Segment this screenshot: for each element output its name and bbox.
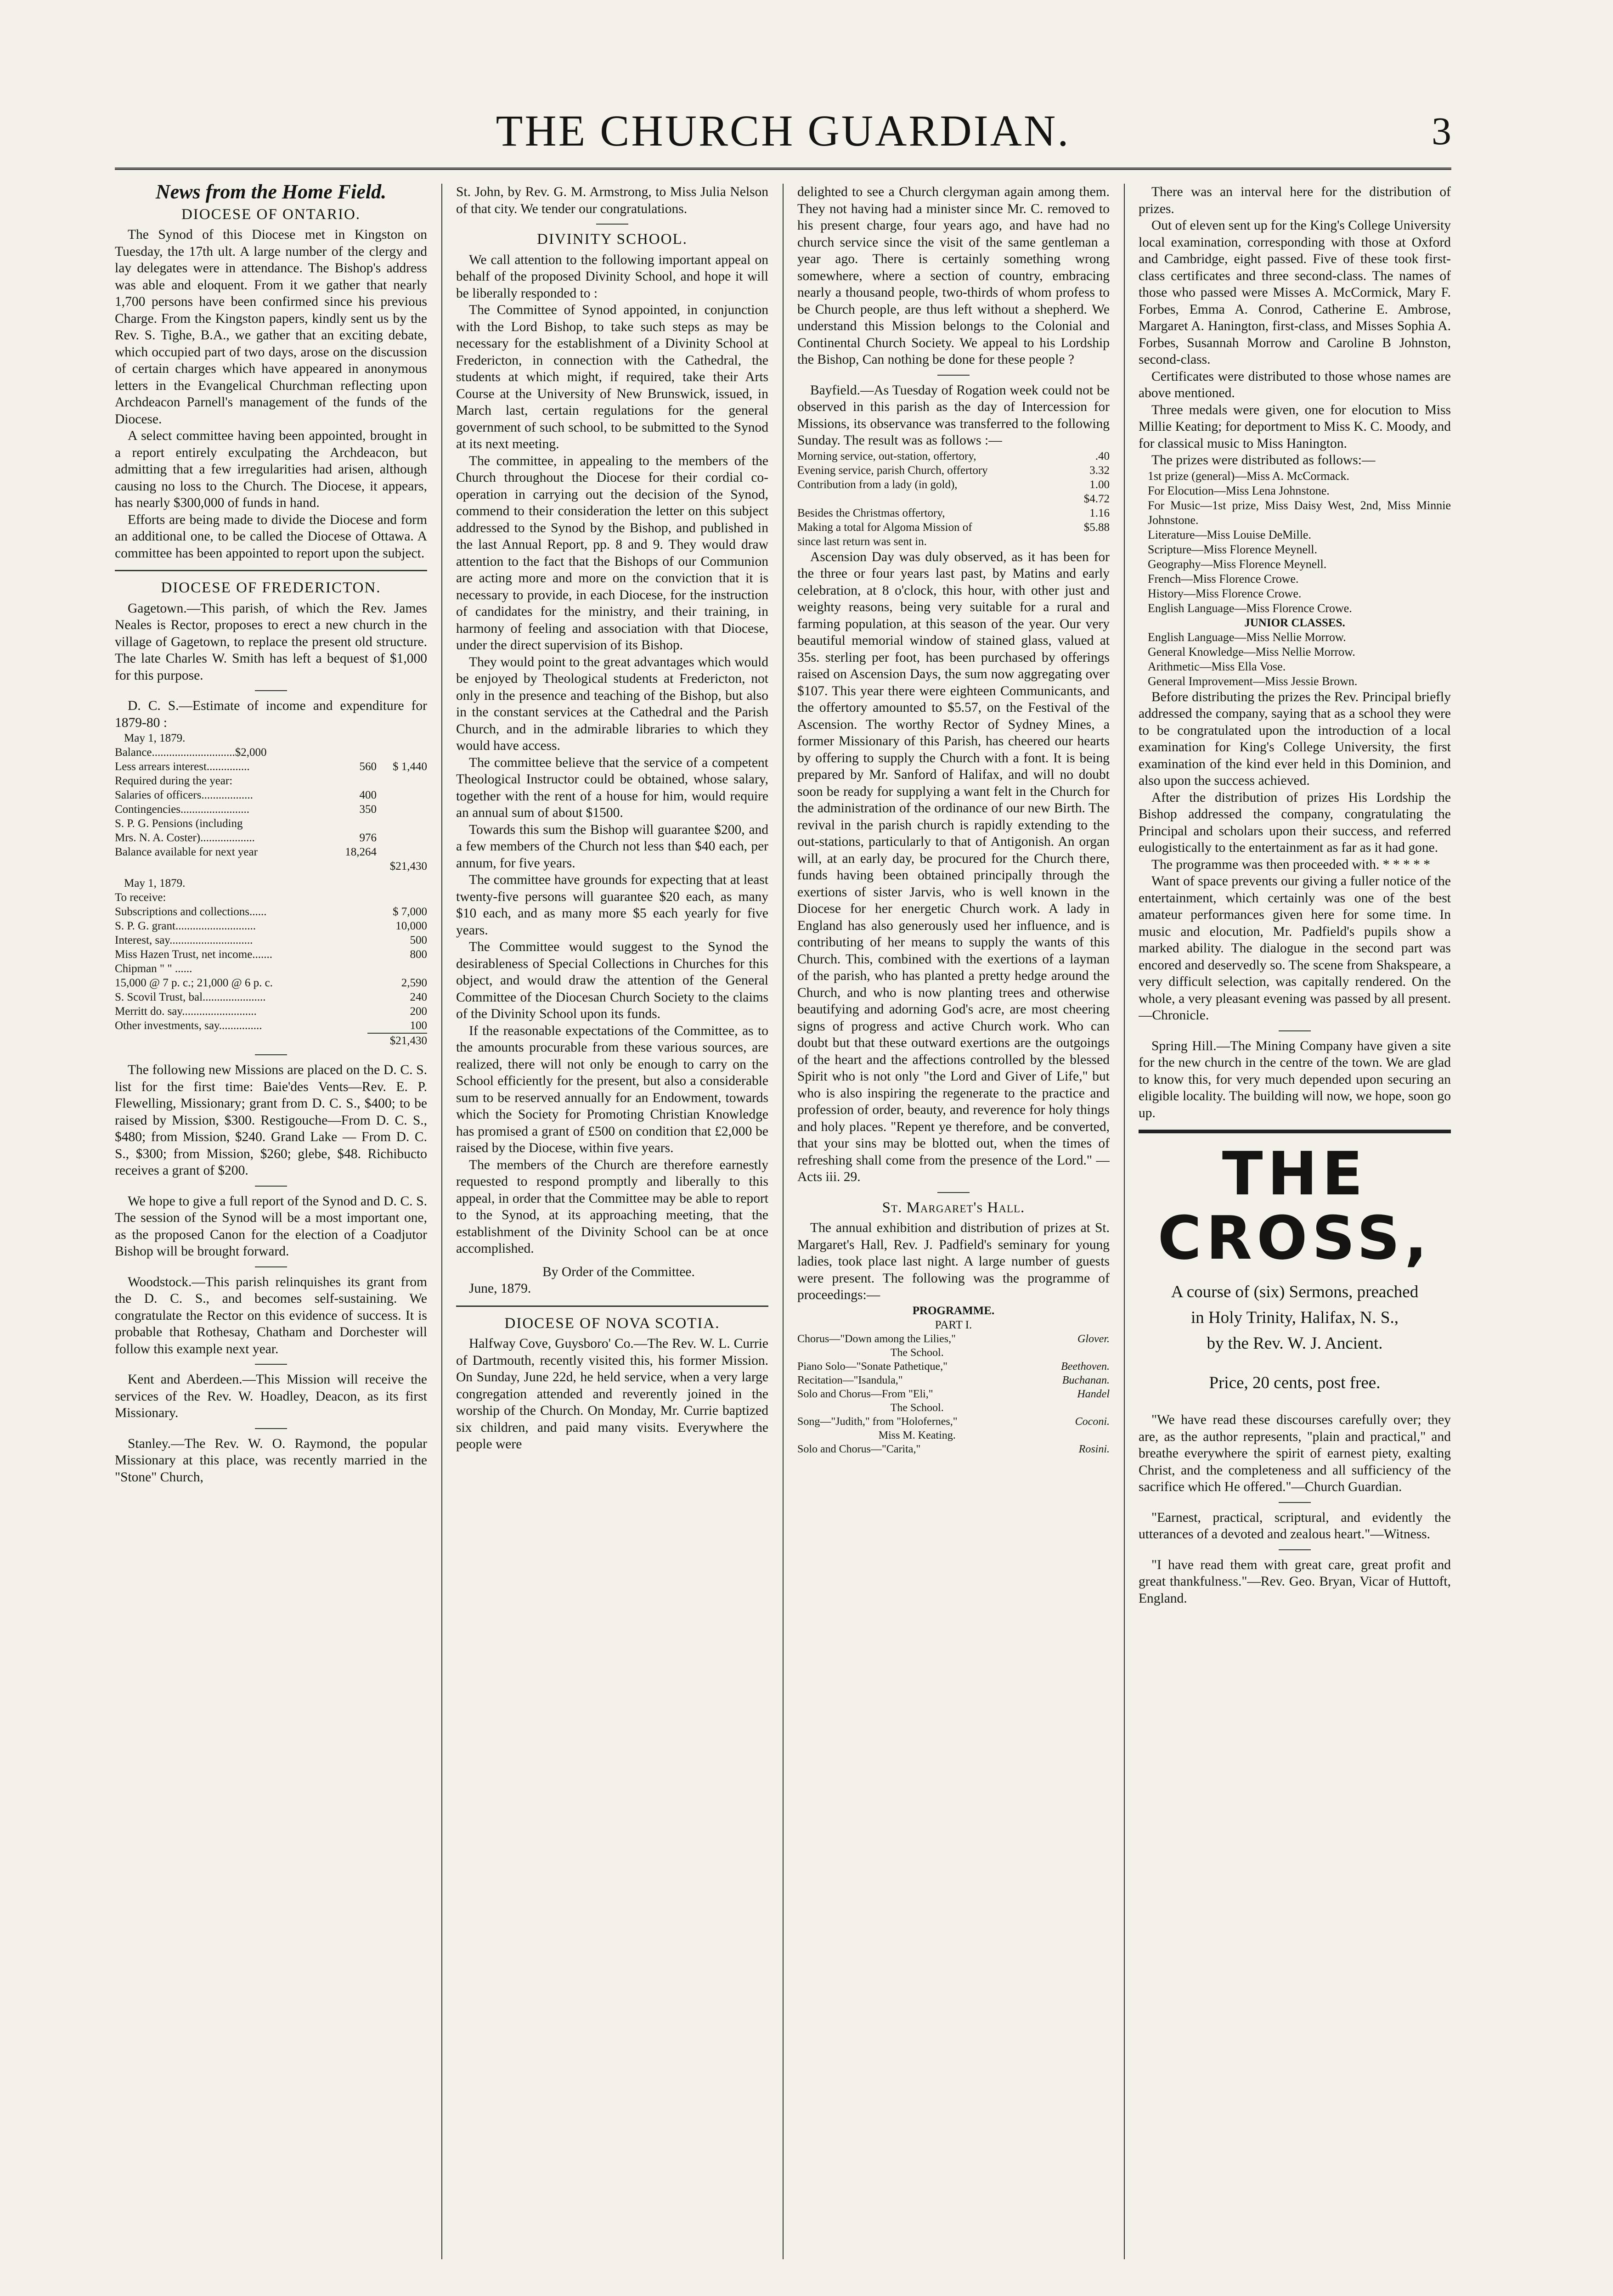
row-label: Contingencies........................ <box>115 803 250 816</box>
row-label: Salaries of officers.................. <box>115 789 253 801</box>
advertisement <box>1139 1139 1451 1607</box>
prize-item: English Language—Miss Florence Crowe. <box>1148 601 1352 615</box>
row-total <box>377 774 427 788</box>
programme-piece: Solo and Chorus—From "Eli," <box>797 1388 933 1400</box>
programme-item <box>797 1332 1110 1346</box>
account-date: May 1, 1879. <box>124 732 186 744</box>
row-label: Less arrears interest............... <box>115 760 250 773</box>
divider <box>1139 1130 1451 1133</box>
column-2 <box>456 184 768 2259</box>
table-row <box>115 1004 427 1019</box>
column-divider <box>783 184 784 2259</box>
continued-paragraph: delighted to see a Church clergyman again among them. They not having had a minister since Mr. C. removed to his present charge, four years ago, and have had no church service since the visit of the same gentleman a year ago. There is certainly something wrong somewhere, where a section of country, embracing nearly a thousand people, two-thirds of whom profess to be Church people, are thus left without a shepherd. We understand this Mission belongs to the Colonial and Continental Church Society. We appeal to his Lordship the Bishop, Can nothing be done for these people ? <box>797 185 1110 367</box>
row-label <box>797 492 1055 506</box>
receive-label: To receive: <box>115 891 166 904</box>
divider <box>1279 1030 1311 1031</box>
row-total <box>377 816 427 831</box>
programme-composer <box>1037 1346 1110 1360</box>
row-total <box>377 788 427 802</box>
row-amount: $5.88 <box>1083 521 1110 534</box>
ad-quote: "Earnest, practical, scriptural, and evidently the utterances of a devoted and zealous heart."—Witness. <box>1139 1510 1451 1542</box>
prize-item: General Improvement—Miss Jessie Brown. <box>1148 674 1358 688</box>
programme-composer: Handel <box>1077 1388 1110 1400</box>
prize-item: General Knowledge—Miss Nellie Morrow. <box>1148 645 1355 658</box>
programme-item <box>797 1442 1110 1456</box>
programme-composer: Beethoven. <box>1061 1360 1110 1373</box>
programme-piece: Solo and Chorus—"Carita," <box>797 1443 921 1455</box>
ascension-paragraph: Ascension Day was duly observed, as it has been for the three or four years last past, by Matins and early celebration, at 8 o'clock, this hour, with other just and weighty reasons, being very suitable for a rural and farming population, at this season of the year. Our very beautiful memorial window of stained glass, valued at 35s. sterling per foot, has been purchased by offerings raised on Ascension Days, the sum now aggregating over $107. This year there were eighteen Communicants, and the offertory amounted to $5.57, on the Festival of the Ascension. The worthy Rector of Sydney Mines, a former Missionary of this Parish, has cheered our hearts by offering to supply the Church with a font. It is being prepared by Mr. Sanford of Halifax, and will no doubt soon be ready for supplying a want felt in the Church for the administration of the ordinance of our new Birth. The revival in the parish church is rapidly extending to the out-stations, particularly to that of Antigonish. An organ will, at an early day, be procured for the Church there, funds having been obtained principally through the exertions of sister Jarvis, who is well known in the Diocese for her energetic Church work. A lady in England has also generously used her influence, and is contributing of her means to supply the wants of this Church. This, combined with the exertions of a layman of the parish, who has planted a pretty hedge around the Church, and who is now planting trees and otherwise beautifying and adorning God's acre, are most cheering signs of progress and active Church work. Who can doubt but that these outward exertions are the outgoings of the heart and the affections controlled by the blessed Spirit who is not only "the Lord and Giver of Life," but who is also inspiring the regenerate to the practice and profession of order, beauty, and reverence for holy things and holy places. "Repent ye therefore, and be converted, that your sins may be blotted out, when the times of refreshing shall come from the presence of the Lord." — Acts iii. 29. <box>797 549 1110 1184</box>
row-amount: .40 <box>1095 450 1110 462</box>
row-amount: $ 7,000 <box>393 906 427 918</box>
divinity-paragraph: The committee have grounds for expecting that at least twenty-five persons will guarantee $20 each, as many $10 each, and as many more $5 each yearly for five years. <box>456 872 768 938</box>
table-row <box>115 947 427 962</box>
row-amount: 560 <box>359 760 377 773</box>
column-divider <box>1124 184 1125 2259</box>
prize-item: French—Miss Florence Crowe. <box>1148 572 1299 585</box>
offertory-table <box>797 449 1110 549</box>
programme-piece: Chorus—"Down among the Lilies," <box>797 1333 956 1345</box>
row-label: since last return was sent in. <box>797 535 927 548</box>
row-label: Evening service, parish Church, offertory <box>797 464 988 477</box>
divinity-paragraph: The Committee of Synod appointed, in conjunction with the Lord Bishop, to take such steps as may be necessary for the establishment of a Divinity School at Fredericton, in connection with the Cathedral, the students at which might, if required, take their Arts Course at the University of New Brunswick, issued, in March last, certain regulations for the general government of such school, to be submitted to the Synod at its next meeting. <box>456 303 768 451</box>
income-table <box>115 905 427 1033</box>
column-1 <box>115 184 427 2259</box>
st-margaret-continued: Want of space prevents our giving a fuller notice of the entertainment, which certainly was one of the best amateur performances given here for some time. In music and elocution, Mr. Padfield's pupils show a marked ability. The dialogue in the second part was encored and deservedly so. The scene from Shakspeare, a very difficult selection, was capitally rendered. On the whole, a very pleasant evening was passed by all present.—Chronicle. <box>1139 874 1451 1023</box>
table-row <box>115 816 427 831</box>
st-margaret-continued: There was an interval here for the distribution of prizes. <box>1139 185 1451 216</box>
row-label: Contribution from a lady (in gold), <box>797 478 958 491</box>
woodstock-paragraph: Woodstock.—This parish relinquishes its grant from the D. C. S., and becomes self-sustaining. We congratulate the Rector on this evidence of success. It is probable that Rothesay, Chatham and Dorchester will follow this example next year. <box>115 1274 427 1356</box>
halfway-cove-paragraph: Halfway Cove, Guysboro' Co.—The Rev. W. L. Currie of Dartmouth, recently visited this, his former Mission. On Sunday, June 22d, he held service, when a very large congregation attended and reverently joined in the worship of the Church. On Monday, Mr. Currie baptized six children, and paid many visits. Everywhere the people were <box>456 1336 768 1452</box>
divider <box>1279 1549 1311 1550</box>
divinity-paragraph: We call attention to the following important appeal on behalf of the proposed Divinity School, and hope it will be liberally responded to : <box>456 252 768 301</box>
row-amount <box>321 745 377 760</box>
programme-composer: Buchanan. <box>1062 1374 1110 1386</box>
newspaper-title: THE CHURCH GUARDIAN. <box>496 106 1071 155</box>
programme-item <box>797 1373 1110 1387</box>
row-amount <box>372 962 427 976</box>
ontario-paragraph: The Synod of this Diocese met in Kingston on Tuesday, the 17th ult. A large number of the clergy and lay delegates were in attendance. The Bishop's address was able and eloquent. From it we gather that nearly 1,700 persons have been confirmed since his previous Charge. From the Kingston papers, kindly sent us by the Rev. S. Tighe, B.A., we gather that an exciting debate, which occupied part of two days, arose on the discussion of certain charges which have appeared in anonymous letters in the Evangelical Churchman reflecting upon Archdeacon Parnell's management of the funds of the Diocese. <box>115 227 427 427</box>
divider <box>1279 1502 1311 1503</box>
row-label: Other investments, say............... <box>115 1019 262 1032</box>
row-total: $ 1,440 <box>393 760 427 773</box>
page-number: 3 <box>1432 109 1451 153</box>
row-amount: 2,590 <box>401 977 427 989</box>
divider <box>255 1428 287 1429</box>
table-row <box>797 535 1110 549</box>
st-margaret-paragraph: The annual exhibition and distribution of prizes at St. Margaret's Hall, Rev. J. Padfield's seminary for young ladies, took place last night. A large number of guests were present. The following was the programme of proceedings:— <box>797 1221 1110 1302</box>
prize-item: History—Miss Florence Crowe. <box>1148 586 1302 600</box>
row-amount: 1.00 <box>1089 478 1110 491</box>
programme-item <box>797 1387 1110 1401</box>
section-header: News from the Home Field. <box>155 184 387 203</box>
programme-title: PROGRAMME. <box>912 1304 995 1317</box>
ad-title: THE CROSS, <box>1157 1139 1432 1273</box>
row-amount: 400 <box>359 789 377 801</box>
row-total <box>377 802 427 816</box>
nova-scotia-heading: DIOCESE OF NOVA SCOTIA. <box>504 1315 720 1332</box>
divider <box>596 224 628 225</box>
row-amount: 18,264 <box>345 846 377 858</box>
prize-item: For Music—1st prize, Miss Daisy West, 2nd, Miss Minnie Johnstone. <box>1148 498 1451 527</box>
divider <box>115 570 427 571</box>
income-total: $21,430 <box>367 1033 427 1048</box>
programme-piece: The School. <box>890 1401 944 1414</box>
table-row <box>115 802 427 816</box>
row-label: Making a total for Algoma Mission of <box>797 521 972 534</box>
divider <box>255 1364 287 1365</box>
row-amount: 976 <box>359 832 377 844</box>
programme-item <box>797 1401 1110 1415</box>
ad-quote: "We have read these discourses carefully over; they are, as the author represents, "plain and practical," and breathe everywhere the spirit of earnest piety, exalting Christ, and the completeness and all sufficiency of the sacrifice which He offered."—Church Guardian. <box>1139 1412 1451 1494</box>
row-label: Subscriptions and collections...... <box>115 906 267 918</box>
st-margaret-continued: Out of eleven sent up for the King's College University local examination, corresponding with those at Oxford and Cambridge, eight passed. Five of these took first-class certificates and three second-class. The names of those who passed were Misses A. McCormick, Mary F. Forbes, Emma A. Conrod, Catherine E. Ambrose, Margaret A. Hanington, first-class, and Misses Sophia A. Forbes, Susannah Morrow and Caroline B Johnston, second-class. <box>1139 218 1451 367</box>
divinity-paragraph: The Committee would suggest to the Synod the desirableness of Special Collections in Churches for this object, and would draw the attention of the General Committee of the Diocesan Church Society to the claims of the Divinity School upon its funds. <box>456 940 768 1021</box>
row-amount: 200 <box>410 1005 427 1018</box>
table-row <box>115 933 427 947</box>
divider <box>255 690 287 691</box>
row-amount: 3.32 <box>1089 464 1110 477</box>
st-margaret-continued: Three medals were given, one for elocution to Miss Millie Keating; for deportment to Miss K. C. Moody, and for classical music to Miss Hanington. <box>1139 402 1451 451</box>
row-amount <box>1055 535 1110 549</box>
table-row <box>115 845 427 859</box>
row-label: Miss Hazen Trust, net income....... <box>115 948 273 961</box>
table-row <box>797 520 1110 535</box>
row-amount: 1.16 <box>1089 506 1110 519</box>
newspaper-page <box>115 106 1451 2264</box>
row-label: S. P. G. Pensions (including <box>115 817 243 830</box>
table-row <box>797 449 1110 463</box>
programme-piece: Recitation—"Isandula," <box>797 1374 903 1386</box>
account-date: May 1, 1879. <box>124 877 186 889</box>
prize-item: Geography—Miss Florence Meynell. <box>1148 557 1327 571</box>
programme-composer <box>1037 1401 1110 1415</box>
programme-part: PART I. <box>935 1318 972 1331</box>
row-label: Balance available for next year <box>115 846 258 858</box>
ontario-paragraph: Efforts are being made to divide the Diocese and form an additional one, to be called the Diocese of Ottawa. A committee has been appointed to report upon the subject. <box>115 512 427 561</box>
programme-composer <box>1037 1429 1110 1442</box>
synod-paragraph: We hope to give a full report of the Synod and D. C. S. The session of the Synod will be a most important one, as the proposed Canon for the election of a Coadjutor Bishop will be brought forward. <box>115 1193 427 1259</box>
prize-item: For Elocution—Miss Lena Johnstone. <box>1148 484 1330 497</box>
table-row <box>115 760 427 774</box>
row-label <box>115 859 321 873</box>
row-amount <box>321 816 377 831</box>
st-margaret-continued: Certificates were distributed to those whose names are above mentioned. <box>1139 369 1451 400</box>
row-label: Mrs. N. A. Coster)................... <box>115 832 255 844</box>
divinity-paragraph: They would point to the great advantages which would be enjoyed by Theological students at Fredericton, not only in the presence and teaching of the Bishop, but also in the constant services at the Cathedral and the Parish Church, and in the admirable libraries to which they would have access. <box>456 654 768 753</box>
programme-item <box>797 1346 1110 1360</box>
prize-item: Literature—Miss Louise DeMille. <box>1148 528 1311 541</box>
divinity-paragraph: Towards this sum the Bishop will guarantee $200, and a few members of the Church not less than $40 each, per annum, for five years. <box>456 822 768 871</box>
programme-table <box>797 1332 1110 1456</box>
row-amount <box>321 859 377 873</box>
programme-composer: Coconi. <box>1075 1415 1110 1428</box>
row-amount: $4.72 <box>1083 492 1110 505</box>
masthead <box>115 106 1451 161</box>
programme-item <box>797 1429 1110 1442</box>
signature-date: June, 1879. <box>469 1281 531 1296</box>
programme-item <box>797 1360 1110 1373</box>
row-amount: 100 <box>410 1019 427 1032</box>
row-label: Interest, say............................. <box>115 934 253 946</box>
signature: By Order of the Committee. <box>542 1264 695 1279</box>
prize-item: 1st prize (general)—Miss A. McCormack. <box>1148 469 1350 483</box>
row-total <box>377 745 427 760</box>
row-label: S. Scovil Trust, bal...................... <box>115 991 266 1003</box>
continued-paragraph: St. John, by Rev. G. M. Armstrong, to Miss Julia Nelson of that city. We tender our congratulations. <box>456 185 768 216</box>
table-row <box>797 492 1110 506</box>
row-label: Besides the Christmas offertory, <box>797 506 945 519</box>
prize-item: English Language—Miss Nellie Morrow. <box>1148 630 1346 644</box>
divinity-paragraph: The committee believe that the service of a competent Theological Instructor could be obtained, whose salary, together with the rent of a house for him, would require an annual sum of about $1500. <box>456 755 768 820</box>
divider <box>255 1266 287 1267</box>
row-label: Morning service, out-station, offertory, <box>797 450 976 462</box>
divider <box>937 375 970 376</box>
table-row <box>797 506 1110 520</box>
spring-hill-paragraph: Spring Hill.—The Mining Company have given a site for the new church in the centre of the town. We are glad to know this, for very much depended upon securing an eligible locality. The building will now, we hope, soon go up. <box>1139 1038 1451 1120</box>
estimate-title: D. C. S.—Estimate of income and expenditure for 1879-80 : <box>115 698 427 730</box>
row-label: S. P. G. grant............................ <box>115 920 256 932</box>
row-label: Required during the year: <box>115 775 233 787</box>
fredericton-heading: DIOCESE OF FREDERICTON. <box>161 580 381 596</box>
row-label: 15,000 @ 7 p. c.; 21,000 @ 6 p. c. <box>115 977 273 989</box>
prize-list <box>1139 469 1451 616</box>
row-amount: 500 <box>410 934 427 946</box>
table-row <box>115 774 427 788</box>
ontario-heading: DIOCESE OF ONTARIO. <box>181 206 361 223</box>
ontario-paragraph: A select committee having been appointed, brought in a report entirely exculpating the Archdeacon, but admitting that a few irregularities had arisen, although causing no loss to the Church. The Diocese, it appears, has nearly $300,000 of funds in hand. <box>115 428 427 510</box>
ad-price: Price, 20 cents, post free. <box>1209 1373 1381 1392</box>
prize-item: Scripture—Miss Florence Meynell. <box>1148 542 1317 556</box>
row-amount: 800 <box>410 948 427 961</box>
row-amount: 350 <box>359 803 377 816</box>
table-row <box>115 919 427 933</box>
programme-item <box>797 1415 1110 1429</box>
st-margaret-continued: The prizes were distributed as follows:— <box>1151 453 1376 467</box>
column-4 <box>1139 184 1451 2259</box>
table-row <box>115 962 427 976</box>
row-total <box>377 831 427 845</box>
kent-paragraph: Kent and Aberdeen.—This Mission will receive the services of the Rev. W. Hoadley, Deacon, as its first Missionary. <box>115 1372 427 1420</box>
st-margaret-continued: After the distribution of prizes His Lordship the Bishop addressed the company, congratulating the Principal and scholars upon their success, and referred eulogistically to the entertainment as far as it had gone. <box>1139 790 1451 855</box>
table-row <box>115 905 427 919</box>
junior-prize-list <box>1139 630 1451 689</box>
row-amount: 10,000 <box>395 920 427 932</box>
junior-heading: JUNIOR CLASSES. <box>1244 616 1345 629</box>
row-label: Merritt do. say.......................... <box>115 1005 257 1018</box>
table-row <box>115 859 427 873</box>
table-row <box>115 745 427 760</box>
st-margaret-heading: St. Margaret's Hall. <box>882 1199 1025 1216</box>
divinity-paragraph: If the reasonable expectations of the Committee, as to the amounts procurable from these various sources, are realized, there will not only be enough to carry on the School efficiently for the present, but also a considerable sum to be reserved annually for an Endowment, towards which the Society for Promoting Christian Knowledge has promised a grant of £500 on condition that £2,000 be raised by the Diocese, within five years. <box>456 1023 768 1155</box>
missions-paragraph: The following new Missions are placed on the D. C. S. list for the first time: Baie'des Vents—Rev. E. P. Flewelling, Missionary; grant from D. C. S., $400; to be raised by Mission, $300. Restigouche—From D. C. S., $480; from Mission, $240. Grand Lake — From D. C. S., $300; from Mission, $260; glebe, $48. Richibucto receives a grant of $200. <box>115 1063 427 1178</box>
gagetown-paragraph: Gagetown.—This parish, of which the Rev. James Neales is Rector, proposes to erect a new church in the village of Gagetown, to replace the present old structure. The late Charles W. Smith has left a bequest of $1,000 for this purpose. <box>115 601 427 683</box>
column-3 <box>797 184 1110 2259</box>
ad-line: in Holy Trinity, Halifax, N. S., <box>1191 1308 1399 1327</box>
divider <box>456 1306 768 1307</box>
st-margaret-continued: The programme was then proceeded with. * * * * * <box>1151 857 1431 872</box>
programme-composer: Rosini. <box>1078 1443 1110 1455</box>
stanley-paragraph: Stanley.—The Rev. W. O. Raymond, the popular Missionary at this place, was recently married in the "Stone" Church, <box>115 1436 427 1485</box>
table-row <box>797 463 1110 478</box>
table-row <box>115 990 427 1004</box>
prize-item: Arithmetic—Miss Ella Vose. <box>1148 659 1286 673</box>
expenditure-table <box>115 745 427 873</box>
programme-piece: Piano Solo—"Sonate Pathetique," <box>797 1360 947 1373</box>
row-label: Chipman " " ...... <box>115 962 192 975</box>
bayfield-paragraph: Bayfield.—As Tuesday of Rogation week could not be observed in this parish as the day of Intercession for Missions, its observance was transferred to the following Sunday. The result was as follows :— <box>797 383 1110 448</box>
programme-composer: Glover. <box>1077 1333 1110 1345</box>
masthead-rule <box>115 168 1451 170</box>
divinity-paragraph: The committee, in appealing to the members of the Church throughout the Diocese for their cordial co-operation in carrying out the decision of the Synod, commend to their consideration the letter on this subject addressed to the Synod by the Bishop, and published in the last Annual Report, pp. 8 and 9. They would draw attention to the fact that the Bishops of our Communion are acting more and more on the conviction that it is necessary to provide, in each Diocese, for the instruction of candidates for the ministry, and their training, in harmony of feeling and association with that Diocese, under the direct supervision of its Bishop. <box>456 453 768 653</box>
divinity-paragraph: The members of the Church are therefore earnestly requested to respond promptly and liberally to this appeal, in order that the Committee may be able to report to the Synod, at its approaching meeting, that the establishment of the Divinity School can be at once accomplished. <box>456 1157 768 1256</box>
table-row <box>115 788 427 802</box>
row-total <box>377 845 427 859</box>
table-row <box>797 478 1110 492</box>
programme-piece: Miss M. Keating. <box>878 1429 956 1441</box>
row-amount: 240 <box>410 991 427 1003</box>
table-row <box>115 976 427 990</box>
divider <box>937 1192 970 1193</box>
table-row <box>115 1019 427 1033</box>
divider <box>255 1186 287 1187</box>
ad-line: by the Rev. W. J. Ancient. <box>1207 1334 1383 1353</box>
row-total: $21,430 <box>389 860 427 872</box>
row-amount <box>321 774 377 788</box>
st-margaret-continued: Before distributing the prizes the Rev. Principal briefly addressed the company, saying that as a school they were to be congratulated upon the introduction of a local examination for King's College University, the first examination of the kind ever held in this Dominion, and also upon the success achieved. <box>1139 689 1451 788</box>
programme-piece: The School. <box>890 1346 944 1359</box>
divider <box>255 1054 287 1055</box>
ad-line: A course of (six) Sermons, preached <box>1171 1283 1419 1301</box>
divinity-heading: DIVINITY SCHOOL. <box>537 231 688 248</box>
table-row <box>115 831 427 845</box>
column-divider <box>441 184 442 2259</box>
row-label: Balance.............................$2,000 <box>115 746 267 759</box>
ad-quote: "I have read them with great care, great profit and great thankfulness."—Rev. Geo. Bryan, Vicar of Huttoft, England. <box>1139 1557 1451 1606</box>
programme-piece: Song—"Judith," from "Holofernes," <box>797 1415 958 1428</box>
